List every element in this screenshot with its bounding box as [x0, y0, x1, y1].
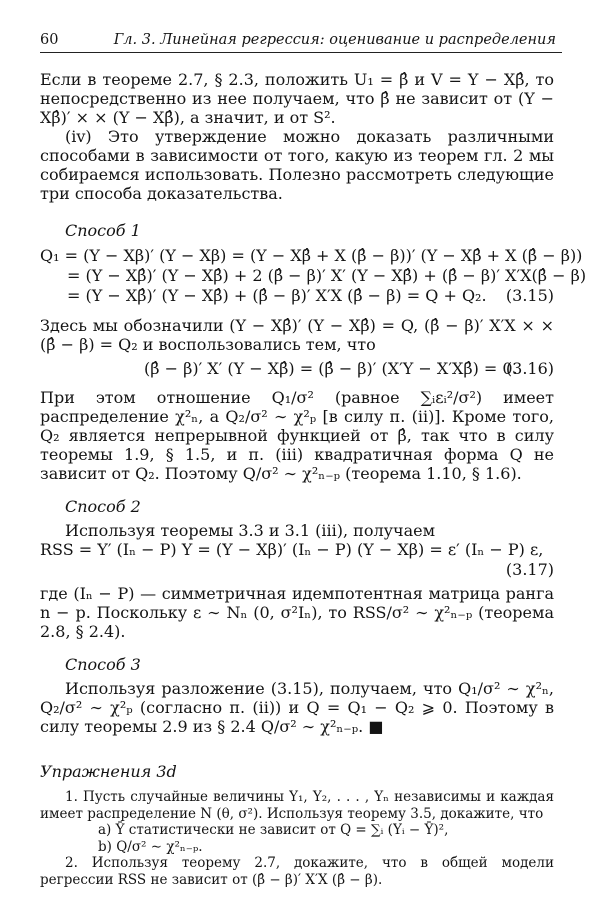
paragraph-item-iv: (iv) Это утверждение можно доказать различными способами в зависимости от того, какую из теорем гл. 2 мы собираемся использовать. Полезно рассмотреть следующие три способа доказательства.: [40, 127, 554, 203]
paragraph-method-2-intro: Используя теоремы 3.3 и 3.1 (iii), получаем: [65, 521, 436, 540]
method-1-heading: Способ 1: [65, 221, 141, 240]
paragraph-method-3: Используя разложение (3.15), получаем, что Q₁/σ² ∼ χ²ₙ, Q₂/σ² ∼ χ²ₚ (согласно п. (ii)) и Q = Q₁ − Q₂ ⩾ 0. Поэтому в силу теоремы 2.9 из § 2.4 Q/σ² ∼ χ²ₙ₋ₚ. ■: [40, 679, 554, 736]
paragraph-distribution: При этом отношение Q₁/σ² (равное ∑ᵢεᵢ²/σ²) имеет распределение χ²ₙ, а Q₂/σ² ∼ χ²ₚ [в силу п. (ii)]. Кроме того, Q₂ является непрерывной функцией от β̂, так что в силу теоремы 1.9, § 1.5, и п. (iii) квадратичная форма Q не зависит от Q₂. Поэтому Q/σ² ∼ χ²ₙ₋ₚ (теорема 1.10, § 1.6).: [40, 388, 554, 483]
paragraph-projection-matrix: где (Iₙ − P) — симметричная идемпотентная матрица ранга n − p. Поскольку ε ∼ Nₙ (0, σ²Iₙ), то RSS/σ² ∼ χ²ₙ₋ₚ (теорема 2.8, § 2.4).: [40, 584, 554, 641]
method-2-heading: Способ 2: [65, 497, 141, 516]
exercises-heading: Упражнения 3d: [40, 762, 177, 781]
page-body: [40, 70, 587, 888]
paragraph-notation: Здесь мы обозначили (Y − Xβ̂)′ (Y − Xβ̂) = Q, (β̂ − β)′ X′X × × (β̂ − β) = Q₂ и воспользовались тем, что: [40, 316, 554, 354]
exercise-1: 1. Пусть случайные величины Y₁, Y₂, . . . , Yₙ независимы и каждая имеет распределение N (θ, σ²). Используя теорему 3.5, докажите, что: [40, 789, 554, 822]
equation-3-17: RSS = Y′ (Iₙ − P) Y = (Y − Xβ)′ (Iₙ − P) (Y − Xβ) = ε′ (Iₙ − P) ε,: [40, 540, 544, 559]
equation-number-3-17: (3.17): [505, 560, 554, 579]
equation-3-15-line-3: = (Y − Xβ̂)′ (Y − Xβ̂) + (β̂ − β)′ X′X (β̂ − β) = Q + Q₂. (3.15): [67, 286, 554, 305]
paragraph-theorem-reference: Если в теореме 2.7, § 2.3, положить U₁ = β̂ и V = Y − Xβ̂, то непосредственно из нее получаем, что β̂ не зависит от (Y − Xβ̂)′ × × (Y − Xβ̂), а значит, и от S².: [40, 70, 554, 127]
running-header: [40, 30, 562, 53]
equation-3-16: (β̂ − β)′ X′ (Y − Xβ̂) = (β̂ − β)′ (X′Y − X′Xβ̂) = 0. (3.16): [144, 359, 554, 378]
exercise-1b: b) Q/σ² ∼ χ²ₙ₋ₚ.: [98, 838, 203, 855]
equation-3-15-line-1: Q₁ = (Y − Xβ)′ (Y − Xβ) = (Y − Xβ̂ + X (β̂ − β))′ (Y − Xβ̂ + X (β̂ − β)): [40, 246, 583, 265]
exercise-2: 2. Используя теорему 2.7, докажите, что в общей модели регрессии RSS не зависит от (β̂ − β)′ X′X (β̂ − β).: [40, 855, 554, 888]
equation-number-3-16: (3.16): [505, 359, 554, 378]
page-number: 60: [40, 32, 59, 48]
exercise-1a: а) Ȳ статистически не зависит от Q = ∑ᵢ (Yᵢ − Ȳ)²,: [98, 822, 449, 838]
equation-number-3-15: (3.15): [505, 286, 554, 305]
method-3-heading: Способ 3: [65, 655, 141, 674]
chapter-title: Гл. 3. Линейная регрессия: оценивание и распределения: [113, 32, 556, 48]
equation-3-15-line-2: = (Y − Xβ̂)′ (Y − Xβ̂) + 2 (β̂ − β)′ X′ (Y − Xβ̂) + (β̂ − β)′ X′X(β̂ − β): [67, 266, 587, 285]
